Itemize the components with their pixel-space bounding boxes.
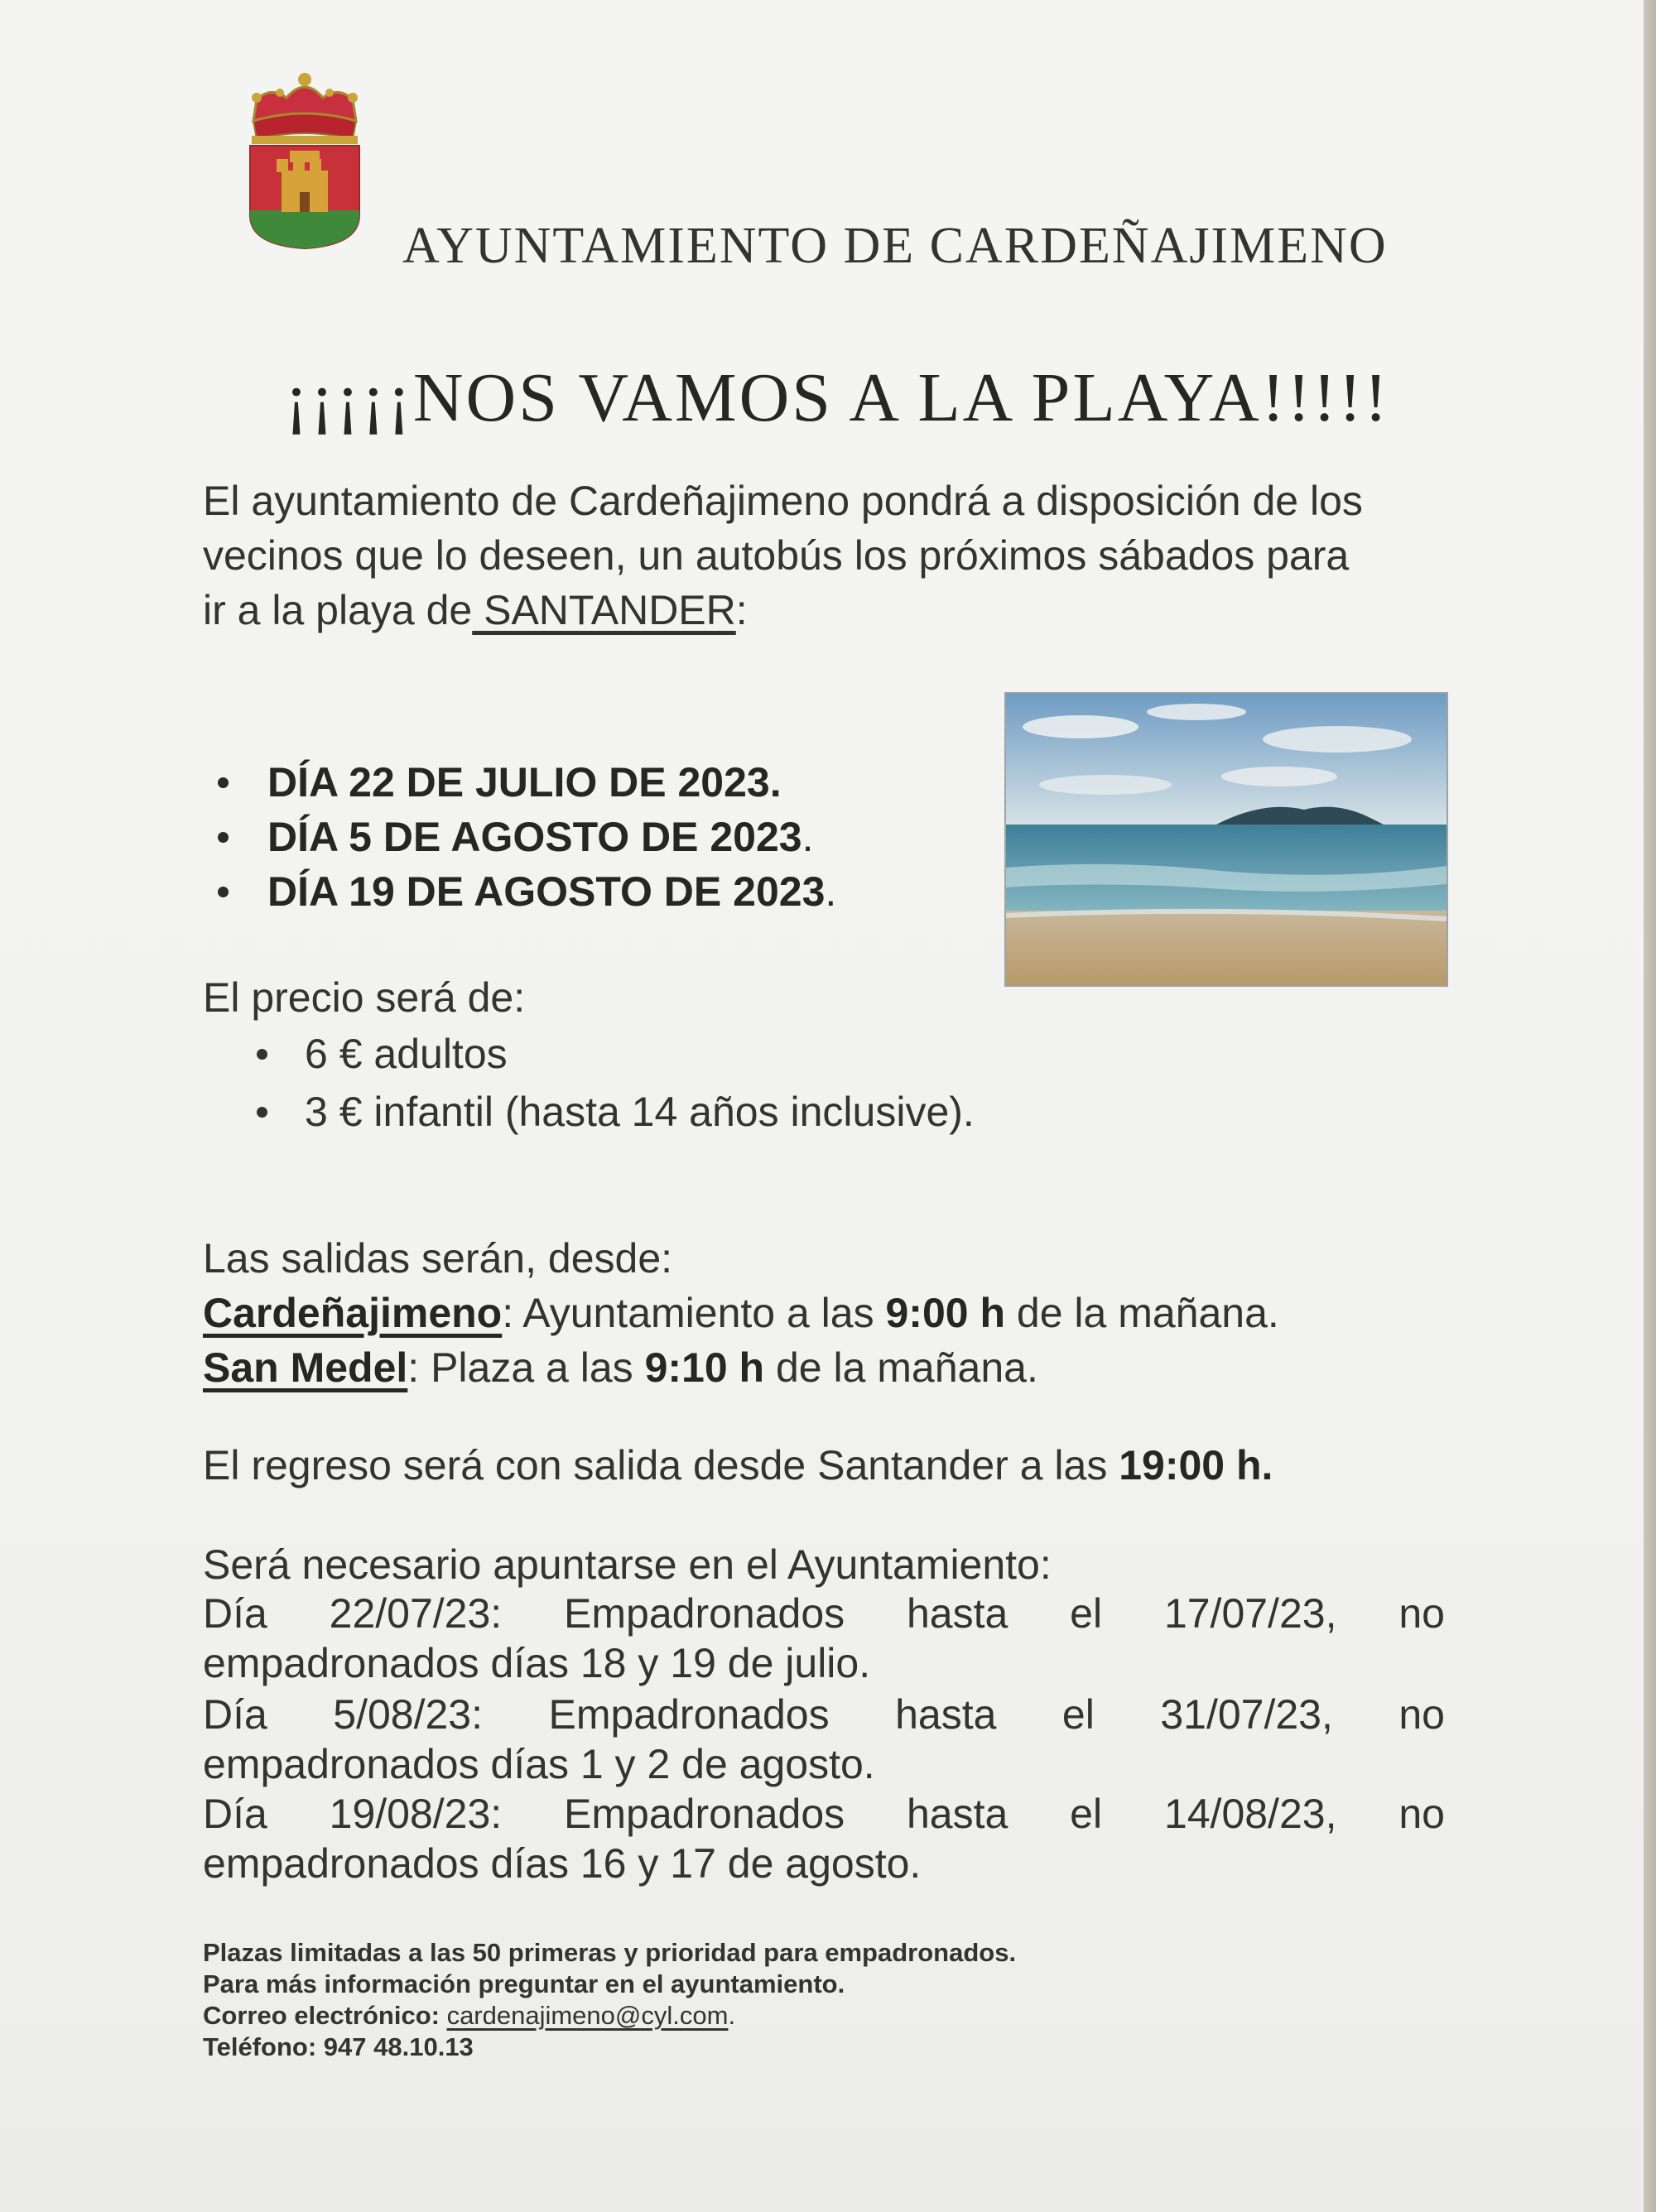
stop-place: Cardeñajimeno	[203, 1290, 503, 1336]
reg-word: Empadronados	[564, 1791, 845, 1837]
stop-text: : Ayuntamiento a las	[502, 1290, 886, 1336]
intro-colon: :	[735, 587, 748, 633]
stop-time: 9:10 h	[644, 1344, 765, 1391]
reg-word: 17/07/23,	[1163, 1590, 1337, 1637]
list-item	[211, 755, 836, 810]
reg-word: 19/08/23:	[329, 1791, 503, 1837]
reg-word: el	[1061, 1691, 1095, 1738]
email-suffix: .	[728, 2001, 736, 2030]
stop-place: San Medel	[203, 1344, 408, 1391]
intro-line: vecinos que lo deseen, un autobús los próximos sábados para	[203, 532, 1350, 579]
coat-of-arms-icon	[238, 70, 371, 252]
trip-date-trail: .	[802, 814, 814, 860]
page-edge	[1644, 0, 1656, 2212]
reg-word: Día	[203, 1691, 267, 1738]
reg-word: 31/07/23,	[1160, 1691, 1333, 1738]
footer-notes	[203, 1937, 1016, 2063]
reg-word: Empadronados	[564, 1590, 845, 1637]
intro-text: ir a la playa de	[203, 587, 473, 633]
trip-date: DÍA 22 DE JULIO DE 2023.	[267, 759, 782, 805]
registration-intro: Será necesario apuntarse en el Ayuntamiento:	[203, 1541, 1052, 1588]
reg-word: Empadronados	[548, 1691, 830, 1738]
registration-row	[203, 1690, 1445, 1738]
departure-stop	[203, 1340, 1279, 1395]
reg-word: el	[1070, 1791, 1103, 1837]
email-link[interactable]: cardenajimeno@cyl.com	[446, 2001, 729, 2030]
return-text: El regreso será con salida desde Santander a las	[203, 1442, 1119, 1488]
reg-word: Día	[203, 1791, 267, 1837]
reg-word: 22/07/23:	[329, 1590, 503, 1637]
list-item: 3 € infantil (hasta 14 años inclusive).	[255, 1083, 975, 1141]
reg-word: no	[1398, 1590, 1445, 1637]
intro-line: El ayuntamiento de Cardeñajimeno pondrá a disposición de los	[203, 478, 1363, 524]
footer-line: Plazas limitadas a las 50 primeras y prioridad para empadronados.	[203, 1938, 1017, 1967]
beach-photo	[1004, 692, 1448, 987]
stop-suffix: de la mañana.	[1005, 1290, 1279, 1336]
registration-row	[203, 1790, 1445, 1838]
departure-stop	[203, 1286, 1279, 1340]
registration-line: empadronados días 16 y 17 de agosto.	[203, 1840, 922, 1887]
reg-word: no	[1398, 1691, 1445, 1738]
price-intro: El precio será de:	[203, 974, 526, 1021]
trip-dates-list	[211, 755, 836, 919]
departures-block	[203, 1231, 1279, 1395]
reg-word: hasta	[907, 1791, 1009, 1837]
destination: SANTANDER	[472, 587, 736, 633]
departures-intro: Las salidas serán, desde:	[203, 1235, 673, 1282]
return-info	[203, 1438, 1273, 1493]
trip-date: DÍA 19 DE AGOSTO DE 2023	[267, 868, 826, 915]
trip-date-trail: .	[825, 868, 837, 915]
list-item: 6 € adultos	[255, 1025, 975, 1083]
reg-word: hasta	[907, 1590, 1009, 1637]
list-item	[211, 864, 836, 919]
stop-text: : Plaza a las	[407, 1344, 645, 1391]
footer-email-line	[203, 2000, 1016, 2032]
reg-word: no	[1398, 1791, 1445, 1837]
return-time: 19:00 h.	[1119, 1442, 1273, 1488]
footer-line: Para más información preguntar en el ayuntamiento.	[203, 1969, 845, 1998]
reg-word: 5/08/23:	[333, 1691, 484, 1738]
reg-word: 14/08/23,	[1163, 1791, 1337, 1837]
trip-date: DÍA 5 DE AGOSTO DE 2023	[267, 814, 802, 860]
reg-word: el	[1070, 1590, 1103, 1637]
price-list	[255, 1025, 975, 1141]
registration-line: empadronados días 1 y 2 de agosto.	[203, 1741, 875, 1787]
reg-word: Día	[203, 1590, 267, 1637]
stop-time: 9:00 h	[885, 1290, 1005, 1336]
municipality-title: AYUNTAMIENTO DE CARDEÑAJIMENO	[402, 218, 1388, 274]
registration-line: empadronados días 18 y 19 de julio.	[203, 1640, 871, 1686]
intro-line	[203, 583, 1470, 637]
intro-paragraph	[203, 474, 1470, 637]
stop-suffix: de la mañana.	[764, 1344, 1038, 1391]
footer-phone: Teléfono: 947 48.10.13	[203, 2032, 474, 2061]
email-label: Correo electrónico:	[203, 2001, 447, 2030]
list-item	[211, 810, 836, 864]
beach-illustration	[1006, 694, 1447, 985]
reg-word: hasta	[895, 1691, 997, 1738]
headline: ¡¡¡¡¡NOS VAMOS A LA PLAYA!!!!!	[285, 359, 1390, 436]
registration-row	[203, 1589, 1445, 1637]
